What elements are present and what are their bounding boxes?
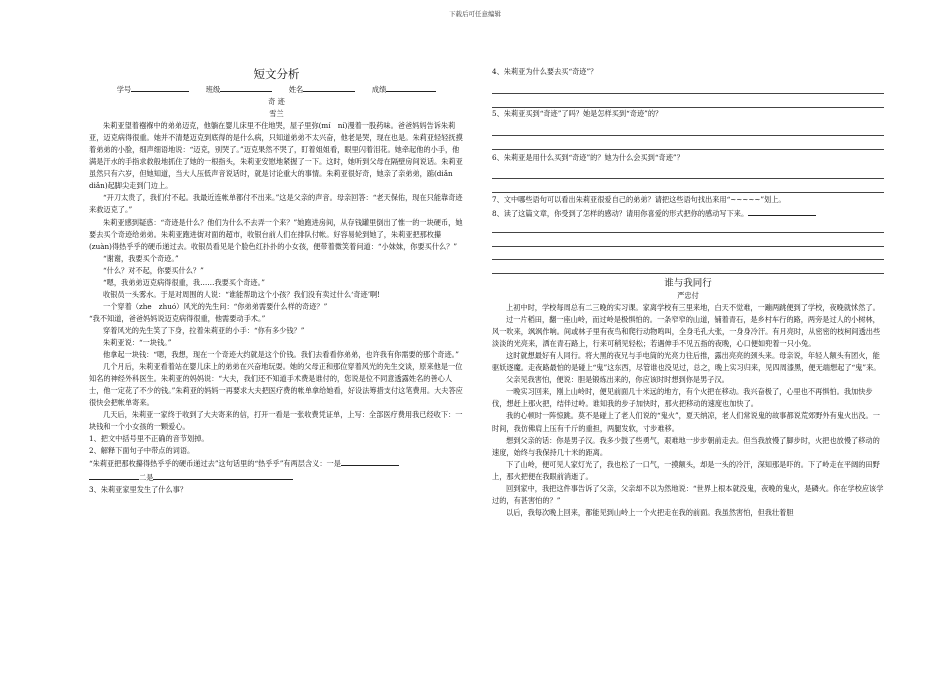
story-paragraph: “谢谢，我要买个奇迹。” xyxy=(103,253,179,263)
question-2-part-two: 二是 xyxy=(89,471,464,484)
story2-paragraph: 一晚实习回来，刚上山岭时，便见前面几十米远的地方，有个火把在移动。我兴奋极了，心里也不再惧怕。我加快步伐，想赶上那火把，结伴过岭。谁知我的步子加快时，那火把移动的速度也加快了。 xyxy=(492,387,873,409)
story-paragraph: diǎn)起脚尖走到门边上。 xyxy=(89,181,173,191)
story-paragraph: “什么？对不起，你要买什么？” xyxy=(103,265,204,275)
story2-paragraph: 我的心顿时一阵惊跳。莫不是碰上了老人们说的“鬼火”，夏天纳凉，老人们常说鬼的故事都说荒郊野外有鬼火出没。一时间，我仿佛肩上压有千斤的重担，两腿发软，寸步难移。 xyxy=(492,411,880,433)
question-7: 7、文中哪些语句可以看出朱莉亚很爱自己的弟弟？请把这些语句找出来用“~~~~~”划上。 xyxy=(492,195,786,204)
xuehao-label: 学号 xyxy=(116,85,132,94)
story-paragraph: “嗯，我弟弟迈克病得很重，我……我要买个奇迹。” xyxy=(103,277,265,287)
story-paragraph: 收银员一头雾水。于是对周围的人说：“谁能帮助这个小孩？我们没有卖过什么‘奇迹’啊! xyxy=(103,289,381,299)
story2-paragraph: 上初中时，学校每周总有二三晚的实习课。家离学校有三里来地，白天不觉难，一蹦两跳便到了学校，夜晚就怵然了。 xyxy=(506,303,880,313)
story2-author: 严忠付 xyxy=(677,291,699,300)
answer-blank[interactable] xyxy=(341,457,399,466)
answer-line[interactable] xyxy=(492,81,884,94)
banji-label: 班级 xyxy=(205,85,221,94)
story-paragraph: “开刀太贵了，我们付不起。我最近连帐单都付不出来。”这是父亲的声音。母亲回答：“老天保佑，现在只能靠奇迹来救迈克了。” xyxy=(89,193,463,215)
story2-paragraph: 这时就想最好有人同行。将大黑的夜兄与手电筒的光亮力往后推，露出亮亮的颈头来。母亲说，年轻人额头有团火，能驱妖逐魔。走夜路最怕的是碰上“鬼”这东西，尽管谁也没见过，总之，晚上实习归来，见四周漆黑，便无端想起了“鬼”来。 xyxy=(492,351,881,373)
xingming-label: 姓名 xyxy=(288,85,304,94)
story-paragraph: 朱莉亚感到疑惑：“奇迹是什么？他们为什么不去弄一个来？”她跑进房间，从存钱罐里倒出了惟一的一块硬币，她要去买个奇迹给弟弟。朱莉亚跑进街对面的超市，收银台前人们在排队付帐。好容易轮到她了，朱莉亚把那枚攥(zuàn)得热乎乎的硬币递过去。收银员看见是个脸色红扑扑的小女孩，便带着微笑着问道：“小妹妹，你要买什么？” xyxy=(89,217,463,251)
story2-paragraph: 回到家中，我把这件事告诉了父亲，父亲却不以为然地说：“世界上根本就没鬼，夜晚的鬼火，是磷火。你在学校应该学过的，有甚害怕的？” xyxy=(492,483,884,505)
question-1: 1、把文中括号里不正确的音节划掉。 xyxy=(89,434,209,444)
answer-line[interactable] xyxy=(492,123,884,136)
story-paragraph: 朱莉亚说：“一块钱。” xyxy=(103,337,172,347)
chengji-field[interactable] xyxy=(386,83,436,92)
worksheet-title: 短文分析 xyxy=(253,67,300,81)
story-paragraph: “我不知道，爸爸妈妈说迈克病得很重，他需要动手术。” xyxy=(89,313,266,323)
question-5: 5、朱莉亚买到“奇迹”了吗？她是怎样买到“奇迹”的？ xyxy=(492,109,663,118)
xuehao-field[interactable] xyxy=(131,83,189,92)
chengji-label: 成绩 xyxy=(371,85,387,94)
answer-line[interactable] xyxy=(492,234,884,247)
question-2-sentence: “朱莉亚把那枚攥得热乎乎的硬币递过去”这句话里的“热乎乎”有两层含义：一是 xyxy=(89,457,464,470)
xingming-field[interactable] xyxy=(303,83,355,92)
answer-line[interactable] xyxy=(492,166,884,179)
left-column xyxy=(89,66,464,496)
answer-line[interactable] xyxy=(492,220,884,233)
story-paragraph: 他拿起一块钱：“嗯，我想，现在一个奇迹大约就是这个价钱。我们去看看你弟弟，也许我有你需要的那个奇迹。” xyxy=(103,350,459,360)
story-paragraph: 一个穿着（zhe zhuó）风光的先生问：“你弟弟需要什么样的奇迹？” xyxy=(103,301,328,311)
answer-line[interactable] xyxy=(492,137,884,150)
story-paragraph: 几天后，朱莉亚一家终于收到了大夫寄来的信，打开一看是一张收费凭证单，上写：全部医疗费用我已经收下：一块钱和一个小女孩的一颗爱心。 xyxy=(89,410,463,432)
story2-title: 谁与我同行 xyxy=(664,278,712,289)
story-paragraph: 穿着风光的先生笑了下身，拉着朱莉亚的小手：“你有多少钱？” xyxy=(103,325,305,335)
answer-line[interactable] xyxy=(492,247,884,260)
story2 xyxy=(492,277,884,519)
answer-line[interactable] xyxy=(492,261,884,274)
story2-paragraph: 下了山岭，便可见人家灯光了，我也松了一口气，一摸额头，却是一头的冷汗，深知那是吓的。下了岭走在平阔的田野上，那火把便在我眼前消逝了。 xyxy=(492,459,880,481)
question-3: 3、朱莉亚家里发生了什么事？ xyxy=(89,484,188,494)
student-info-line xyxy=(89,83,464,96)
story2-paragraph: 以后，我每次晚上回来，都能见到山岭上一个火把走在我的前面。我虽然害怕，但我壮着胆 xyxy=(506,507,794,517)
question-8: 8、读了这篇文章，你受到了怎样的感动？请用你喜爱的形式把你的感动写下来。 xyxy=(492,207,884,220)
story2-paragraph: 过一片稻田，翻一座山岭，而过岭是极惧怕的。一条窄窄的山道，铺着青石，是乡村车行的路，两旁是过人的小树林，风一吹来，飒飒作响。间或林子里有夜鸟和爬行动物鸣叫，全身毛孔大张，一身身冷汗。有月亮时，从密密的枝柯间透出些淡淡的光亮来，洒在青石路上，行来可稍见轻松；若遇伸手不见五指的夜晚，心口便如兜着一只小兔。 xyxy=(492,315,881,349)
right-column xyxy=(492,66,884,666)
page-header-note: 下载后可任意编辑 xyxy=(449,10,501,18)
answer-line[interactable] xyxy=(492,95,884,108)
answer-blank[interactable] xyxy=(89,471,139,480)
answer-blank[interactable] xyxy=(748,207,816,216)
story-author: 雪兰 xyxy=(269,109,284,119)
story2-paragraph: 想到父亲的话：你是男子汉。我多少鼓了些勇气，艰难地一步步朝前走去。但当我放慢了脚步时，火把也放慢了移动的速度，始终与我保持几十米的距离。 xyxy=(492,435,880,457)
story-paragraph: 几个月后，朱莉亚看着站在婴儿床上的弟弟在兴奋地玩耍。她的父母正和那位穿着风光的先生交谈，原来他是一位知名的神经外科医生。朱莉亚的妈妈说：“大夫，我们还不知道手术费是谁付的，您说是位不同意透露姓名的善心人士，他一定花了不少的钱。”朱莉亚的妈妈一再要求大夫把医疗费的帐单拿给她看，好设法筹措支付这笔费用。大夫答应很快会把帐单寄来。 xyxy=(89,362,463,408)
story2-paragraph: 父亲见我害怕，便说：胆是锻炼出来的，你应该时时想到你是男子汉。 xyxy=(506,375,729,385)
question-6: 6、朱莉亚是用什么买到“奇迹”的？她为什么会买到“奇迹”？ xyxy=(492,153,684,162)
question-4: 4、朱莉亚为什么要去买“奇迹”？ xyxy=(492,67,598,76)
story-paragraph: 朱莉亚望着襁褓中的弟弟迈克，他躺在婴儿床里不住地哭，屋子里弥(mí ní)漫着一股药味。爸爸妈妈告诉朱莉亚，迈克病得很重。她并不清楚迈克到底得的是什么病，只知道弟弟不太兴奋，他老是哭，现在也是。朱莉亚轻轻抚摸着弟弟的小脸，细声细语地说：“迈克，别哭了。”迈克果然不哭了，盯着姐姐看，眼里闪着泪花。她牵起他的小手，他满是汗水的手指求救般地抓住了她的一根指头，朱莉亚安慰地紧握了一下。这时，她听到父母在隔壁房间说话。朱莉亚虽然只有六岁，但她知道，当大人压低声音说话时，就是讨论重大的事情。朱莉亚很好奇，她亲了亲弟弟，踮(diǎn xyxy=(89,121,463,179)
question-2: 2、解释下面句子中带点的词语。 xyxy=(89,446,195,456)
story-title: 奇 迹 xyxy=(268,97,285,107)
answer-line[interactable] xyxy=(492,180,884,193)
answer-blank[interactable] xyxy=(153,471,293,480)
banji-field[interactable] xyxy=(220,83,272,92)
